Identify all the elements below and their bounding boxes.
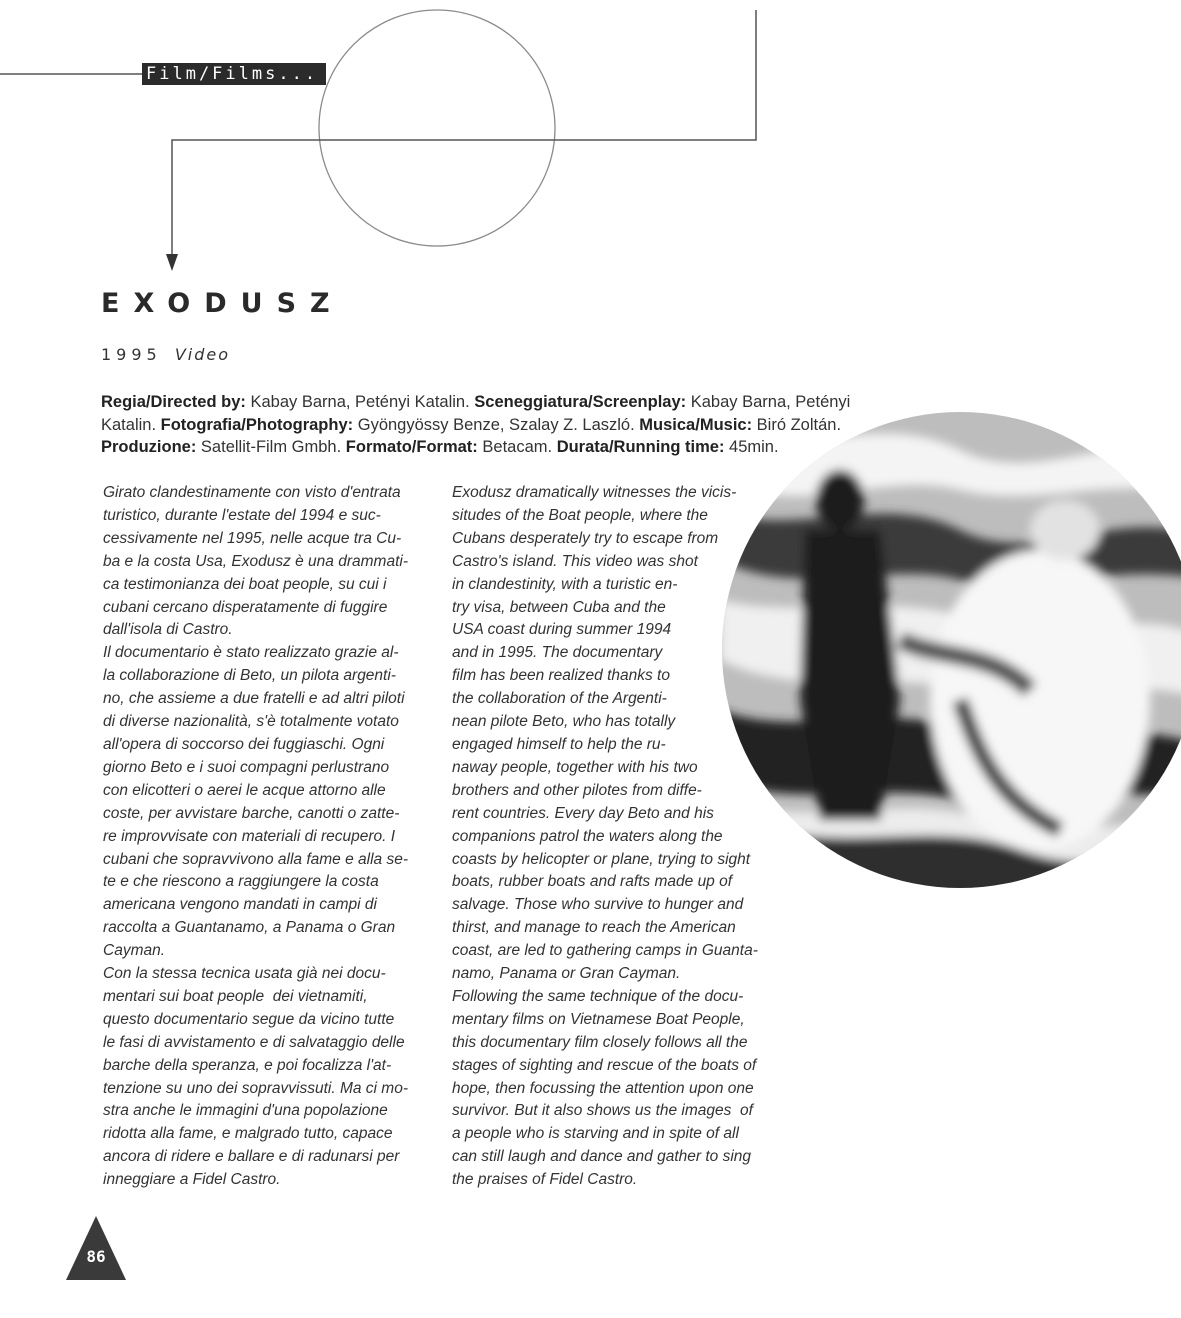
music-value: Biró Zoltán. (756, 415, 842, 434)
film-still-photo (710, 400, 1181, 900)
film-year: 1995 (101, 345, 162, 364)
film-title: EXODUSZ (101, 288, 344, 319)
credits-block (101, 391, 891, 459)
production-label: Produzione: (101, 438, 197, 456)
arrow-down-icon (166, 254, 178, 271)
connector-line (172, 10, 756, 256)
synopsis-italian: Girato clandestinamente con visto d'entrata turistico, durante l'estate del 1994 e suc- cessivamente nel 1995, nelle acque tra Cu- ba e la costa Usa, Exodusz è una drammati- ca testimonianza dei boat people, su cui i cubani cercano disperatamente di fuggire dall'isola di Castro. Il documentario è stato realizzato grazie al- la collaborazione di Beto, un pilota argenti- no, che assieme a due fratelli e ad altri piloti di diverse nazionalità, s'è totalmente votato all'opera di soccorso dei fuggiaschi. Ogni giorno Beto e i suoi compagni perlustrano con elicotteri o aerei le acque attorno alle coste, per avvistare barche, canotti o zatte- re improvvisate con materiali di recupero. I cubani che sopravvivono alla fame e alla se- te e che riescono a raggiungere la costa americana vengono mandati in campi di raccolta a Guantanamo, a Panama o Gran Cayman. Con la stessa tecnica usata già nei docu- mentari sui boat people dei vietnamiti, questo documentario segue da vicino tutte le fasi di avvistamento e di salvataggio delle barche della speranza, e poi focalizza l'at- tenzione su uno dei sopravvissuti. Ma ci mo- stra anche le immagini d'una popolazione ridotta alla fame, e malgrado tutto, capace ancora di ridere e ballare e di radunarsi per inneggiare a Fidel Castro. (103, 484, 409, 1189)
production-value: Satellit-Film Gmbh. (200, 438, 342, 456)
photography-label: Fotografia/Photography: (160, 415, 354, 434)
running-time-value: 45min. (729, 438, 779, 456)
page-number: 86 (86, 1247, 106, 1266)
section-tag: Film/Films... (142, 63, 326, 85)
film-meta (101, 345, 230, 364)
decorative-circle-outline (319, 10, 555, 246)
format-label: Formato/Format: (345, 438, 478, 456)
running-time-label: Durata/Running time: (556, 438, 725, 456)
photography-value: Gyöngyössy Benze, Szalay Z. Laszló. (357, 415, 635, 434)
synopsis-english: Exodusz dramatically witnesses the vicis- situdes of the Boat people, where the Cubans desperately try to escape from Castro's island. This video was shot in clandestinity, with a turistic en- try visa, between Cuba and the USA coast during summer 1994 and in 1995. The documentary film has been realized thanks to the collaboration of the Argenti- nean pilote Beto, who has totally engaged himself to help the ru- naway people, together with his two brothers and other pilotes from diffe- rent countries. Every day Beto and his companions patrol the waters along the coasts by helicopter or plane, trying to sight boats, rubber boats and rafts made up of salvage. Those who survive to hunger and thirst, and manage to reach the American coast, are led to gathering camps in Guanta- namo, Panama or Gran Cayman. Following the same technique of the docu- mentary films on Vietnamese Boat People, this documentary film closely follows all the stages of sighting and rescue of the boats of hope, then focussing the attention upon one survivor. But it also shows us the images of a people who is starving and in spite of all can still laugh and dance and gather to sing the praises of Fidel Castro. (452, 484, 758, 1189)
screenplay-label: Sceneggiatura/Screenplay: (474, 393, 687, 411)
direction-label: Regia/Directed by: (101, 393, 246, 411)
film-medium: Video (174, 345, 230, 364)
music-label: Musica/Music: (639, 415, 753, 434)
format-value: Betacam. (482, 438, 553, 456)
screenplay-value: Kabay Barna, Petényi Katalin. (101, 393, 851, 434)
direction-value: Kabay Barna, Petényi Katalin. (250, 393, 470, 411)
